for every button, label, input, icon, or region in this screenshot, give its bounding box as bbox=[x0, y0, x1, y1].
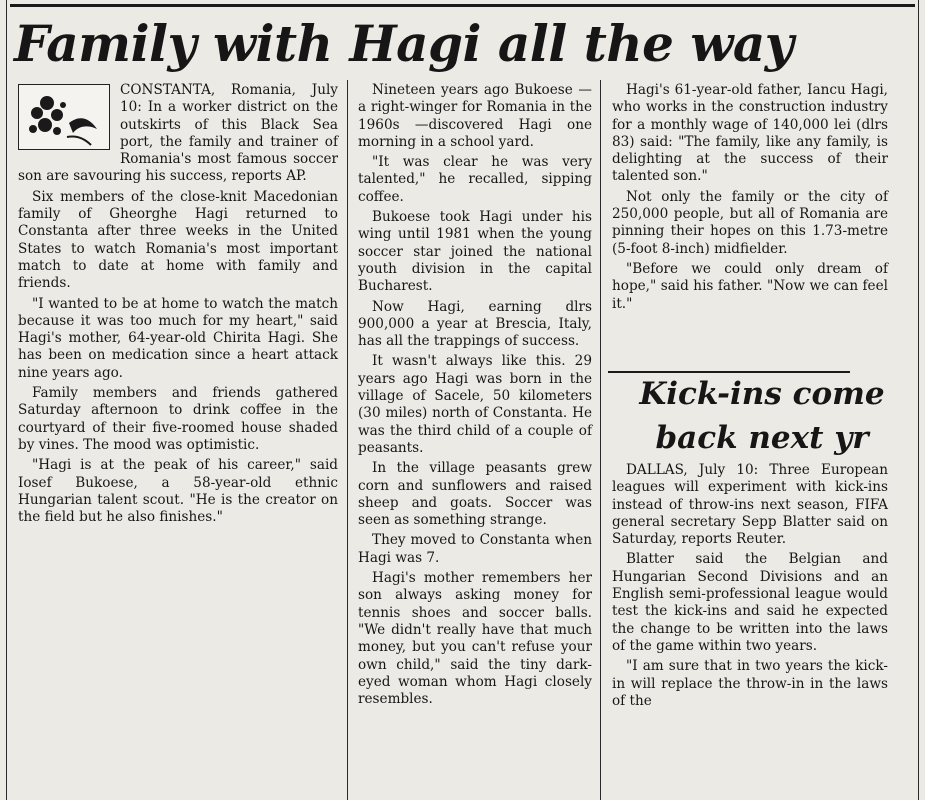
paragraph: Bukoese took Hagi under his wing until 1981 when the young soccer star joined the national youth division in the capital Bucharest. bbox=[358, 209, 592, 295]
top-rule bbox=[10, 4, 915, 7]
paragraph: "I am sure that in two years the kick-in will replace the throw-in in the laws of the bbox=[612, 658, 888, 709]
paragraph: Now Hagi, earning dlrs 900,000 a year at Brescia, Italy, has all the trappings of success. bbox=[358, 298, 592, 350]
paragraph: In the village peasants grew corn and sunflowers and raised sheep and goats. Soccer was seen as something strange. bbox=[358, 460, 592, 529]
paragraph: "Before we could only dream of hope," said his father. "Now we can feel it." bbox=[612, 260, 888, 312]
paragraph: Hagi's mother remembers her son always asking money for tennis shoes and soccer balls. "We didn't really have that much money, but you can't refuse your own child," said the tiny dark-eyed woman whom Hagi closely resembles. bbox=[358, 570, 592, 708]
column-divider-2 bbox=[600, 80, 601, 800]
column-divider-1 bbox=[347, 80, 348, 800]
world-cup-emblem-icon bbox=[18, 84, 110, 150]
paragraph: They moved to Constanta when Hagi was 7. bbox=[358, 532, 592, 566]
paragraph: It wasn't always like this. 29 years ago Hagi was born in the village of Sacele, 50 kilometers (30 miles) north of Constanta. He was the third child of a couple of peasants. bbox=[358, 353, 592, 456]
paragraph: "It was clear he was very talented," he recalled, sipping coffee. bbox=[358, 154, 592, 205]
paragraph: "Hagi is at the peak of his career," said Iosef Bukoese, a 58-year-old ethnic Hungarian talent scout. "He is the creator on the field but he also finishes." bbox=[18, 457, 338, 526]
right-border bbox=[918, 0, 919, 800]
sidebar-article bbox=[612, 462, 888, 713]
sidebar-headline-line-2: back next yr bbox=[655, 420, 869, 456]
left-border bbox=[6, 0, 7, 800]
paragraph: Blatter said the Belgian and Hungarian Second Divisions and an English semi-professional league would test the kick-ins and said he expected the change to be written into the laws of the game within two years. bbox=[612, 551, 888, 654]
paragraph: Hagi's 61-year-old father, Iancu Hagi, who works in the construction industry for a monthly wage of 140,000 lei (dlrs 83) said: "The family, like any family, is delighting at the success of their talented son." bbox=[612, 82, 888, 185]
article-column-3 bbox=[612, 82, 888, 316]
article-column-2 bbox=[358, 82, 592, 711]
paragraph: Not only the family or the city of 250,000 people, but all of Romania are pinning their hopes on this 1.73-metre (5-foot 8-inch) midfielder. bbox=[612, 188, 888, 257]
headline: Family with Hagi all the way bbox=[14, 14, 794, 73]
paragraph: "I wanted to be at home to watch the match because it was too much for my heart," said Hagi's mother, 64-year-old Chirita Hagi. She has been on medication since a heart attack nine years ago. bbox=[18, 295, 338, 381]
paragraph: Six members of the close-knit Macedonian family of Gheorghe Hagi returned to Constanta after three weeks in the United States to watch Romania's most important match to date at home with family and friends. bbox=[18, 188, 338, 292]
article-column-1 bbox=[18, 82, 338, 529]
sidebar-headline-line-1: Kick-ins come bbox=[639, 376, 885, 412]
paragraph: Family members and friends gathered Saturday afternoon to drink coffee in the courtyard of their five-roomed house shaded by vines. The mood was optimistic. bbox=[18, 385, 338, 453]
paragraph: CONSTANTA, Romania, July 10: In a worker district on the outskirts of this Black Sea port, the family and trainer of Romania's most famous soccer son are savouring his success, reports AP. bbox=[18, 82, 338, 185]
sidebar-headline bbox=[612, 372, 912, 460]
paragraph: Nineteen years ago Bukoese — a right-winger for Romania in the 1960s —discovered Hagi one morning in a school yard. bbox=[358, 82, 592, 150]
paragraph: DALLAS, July 10: Three European leagues will experiment with kick-ins instead of throw-ins next season, FIFA general secretary Sepp Blatter said on Saturday, reports Reuter. bbox=[612, 462, 888, 548]
